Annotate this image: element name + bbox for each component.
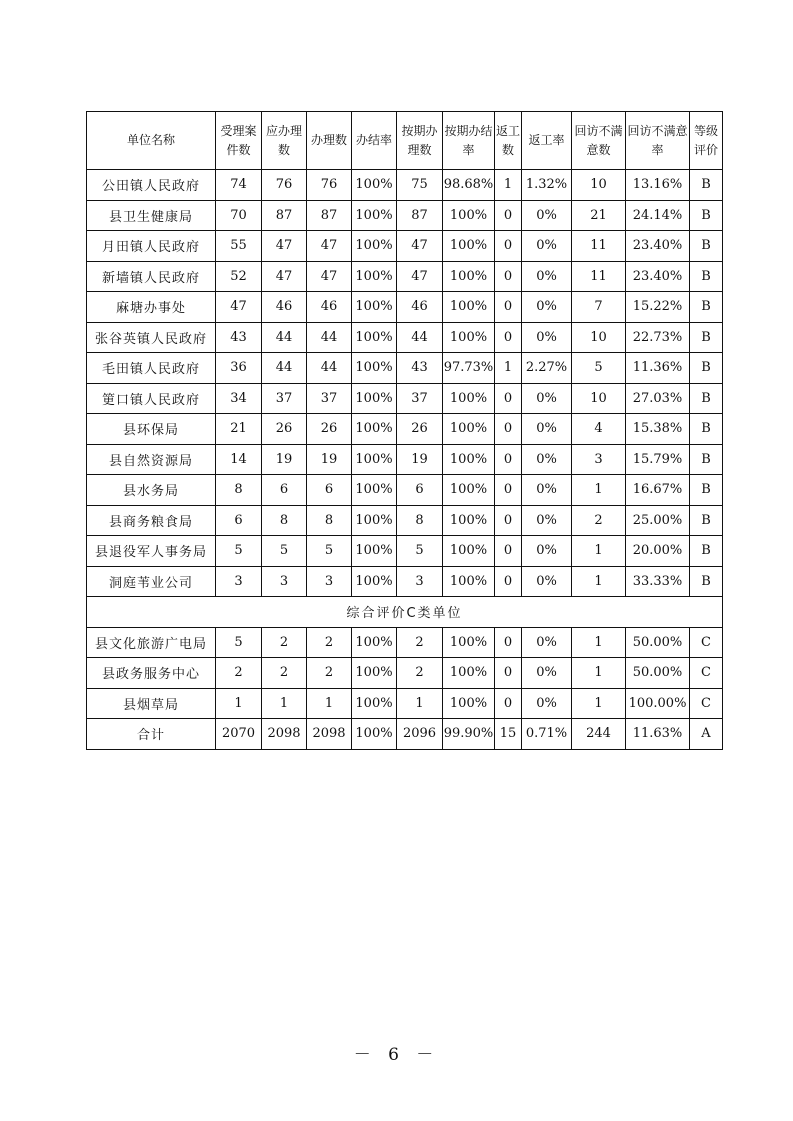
table-row bbox=[87, 322, 723, 353]
table-row bbox=[87, 627, 723, 658]
value-cell: 46 bbox=[397, 292, 443, 323]
value-cell: 5 bbox=[216, 536, 262, 567]
value-cell: 34 bbox=[216, 383, 262, 414]
value-cell: B bbox=[690, 292, 723, 323]
value-cell: 15.38% bbox=[626, 414, 690, 445]
unit-name-cell: 张谷英镇人民政府 bbox=[87, 322, 216, 353]
value-cell: 43 bbox=[216, 322, 262, 353]
unit-name-cell: 筻口镇人民政府 bbox=[87, 383, 216, 414]
unit-name-cell: 县政务服务中心 bbox=[87, 658, 216, 689]
value-cell: 14 bbox=[216, 444, 262, 475]
value-cell: 25.00% bbox=[626, 505, 690, 536]
header-on-time-rate: 按期办结率 bbox=[443, 112, 495, 170]
value-cell: 15 bbox=[495, 719, 522, 750]
table-row bbox=[87, 383, 723, 414]
value-cell: 16.67% bbox=[626, 475, 690, 506]
value-cell: 100% bbox=[352, 658, 397, 689]
value-cell: B bbox=[690, 414, 723, 445]
value-cell: 100% bbox=[352, 383, 397, 414]
unit-name-cell: 县退役军人事务局 bbox=[87, 536, 216, 567]
value-cell: B bbox=[690, 322, 723, 353]
value-cell: B bbox=[690, 353, 723, 384]
value-cell: 2096 bbox=[397, 719, 443, 750]
value-cell: C bbox=[690, 627, 723, 658]
value-cell: B bbox=[690, 444, 723, 475]
header-rework-rate: 返工率 bbox=[522, 112, 572, 170]
value-cell: 8 bbox=[262, 505, 307, 536]
value-cell: 100% bbox=[352, 414, 397, 445]
value-cell: B bbox=[690, 475, 723, 506]
table-row bbox=[87, 292, 723, 323]
value-cell: 3 bbox=[397, 566, 443, 597]
value-cell: 27.03% bbox=[626, 383, 690, 414]
table-row bbox=[87, 200, 723, 231]
value-cell: 100% bbox=[443, 322, 495, 353]
value-cell: 3 bbox=[262, 566, 307, 597]
value-cell: 1 bbox=[572, 475, 626, 506]
value-cell: 0 bbox=[495, 383, 522, 414]
value-cell: 26 bbox=[307, 414, 352, 445]
value-cell: 55 bbox=[216, 231, 262, 262]
value-cell: 100% bbox=[352, 719, 397, 750]
value-cell: 46 bbox=[307, 292, 352, 323]
value-cell: B bbox=[690, 566, 723, 597]
value-cell: 0 bbox=[495, 536, 522, 567]
value-cell: 23.40% bbox=[626, 231, 690, 262]
value-cell: 5 bbox=[307, 536, 352, 567]
value-cell: 0% bbox=[522, 658, 572, 689]
header-unit-name: 单位名称 bbox=[87, 112, 216, 170]
value-cell: 100% bbox=[443, 200, 495, 231]
table-row bbox=[87, 475, 723, 506]
header-grade: 等级评价 bbox=[690, 112, 723, 170]
value-cell: 100% bbox=[443, 292, 495, 323]
value-cell: 10 bbox=[572, 322, 626, 353]
value-cell: 1 bbox=[572, 627, 626, 658]
value-cell: 100% bbox=[443, 536, 495, 567]
value-cell: 44 bbox=[307, 322, 352, 353]
value-cell: 43 bbox=[397, 353, 443, 384]
value-cell: 8 bbox=[397, 505, 443, 536]
value-cell: 19 bbox=[307, 444, 352, 475]
value-cell: B bbox=[690, 505, 723, 536]
value-cell: 47 bbox=[397, 231, 443, 262]
value-cell: 33.33% bbox=[626, 566, 690, 597]
value-cell: 98.68% bbox=[443, 170, 495, 201]
header-completion-rate: 办结率 bbox=[352, 112, 397, 170]
b-units-body bbox=[87, 170, 723, 597]
value-cell: 3 bbox=[307, 566, 352, 597]
value-cell: 100% bbox=[443, 444, 495, 475]
value-cell: 100% bbox=[352, 292, 397, 323]
value-cell: 0 bbox=[495, 414, 522, 445]
value-cell: 100% bbox=[443, 231, 495, 262]
value-cell: 5 bbox=[262, 536, 307, 567]
unit-name-cell: 县自然资源局 bbox=[87, 444, 216, 475]
value-cell: 2 bbox=[307, 658, 352, 689]
value-cell: 15.79% bbox=[626, 444, 690, 475]
section-c-title: 综合评价C类单位 bbox=[87, 597, 723, 628]
value-cell: 0 bbox=[495, 200, 522, 231]
value-cell: B bbox=[690, 536, 723, 567]
total-body bbox=[87, 719, 723, 750]
value-cell: 100% bbox=[443, 261, 495, 292]
value-cell: 15.22% bbox=[626, 292, 690, 323]
value-cell: 100% bbox=[443, 627, 495, 658]
value-cell: 75 bbox=[397, 170, 443, 201]
value-cell: 2070 bbox=[216, 719, 262, 750]
value-cell: 10 bbox=[572, 170, 626, 201]
value-cell: 0 bbox=[495, 444, 522, 475]
value-cell: 19 bbox=[397, 444, 443, 475]
value-cell: 5 bbox=[216, 627, 262, 658]
value-cell: 0% bbox=[522, 505, 572, 536]
value-cell: 2 bbox=[262, 627, 307, 658]
table-row bbox=[87, 505, 723, 536]
value-cell: 100.00% bbox=[626, 688, 690, 719]
value-cell: 5 bbox=[572, 353, 626, 384]
value-cell: 0% bbox=[522, 200, 572, 231]
value-cell: 76 bbox=[262, 170, 307, 201]
value-cell: 100% bbox=[352, 322, 397, 353]
value-cell: 11.63% bbox=[626, 719, 690, 750]
section-row bbox=[87, 597, 723, 628]
value-cell: C bbox=[690, 658, 723, 689]
c-units-body bbox=[87, 627, 723, 719]
value-cell: 47 bbox=[216, 292, 262, 323]
value-cell: 2.27% bbox=[522, 353, 572, 384]
value-cell: 100% bbox=[352, 688, 397, 719]
value-cell: 47 bbox=[262, 231, 307, 262]
value-cell: 2098 bbox=[307, 719, 352, 750]
value-cell: 0 bbox=[495, 231, 522, 262]
value-cell: 1 bbox=[572, 658, 626, 689]
unit-name-cell: 合计 bbox=[87, 719, 216, 750]
header-rework-count: 返工数 bbox=[495, 112, 522, 170]
value-cell: 100% bbox=[352, 261, 397, 292]
table-row bbox=[87, 688, 723, 719]
value-cell: 5 bbox=[397, 536, 443, 567]
value-cell: 37 bbox=[262, 383, 307, 414]
value-cell: 44 bbox=[262, 353, 307, 384]
value-cell: 19 bbox=[262, 444, 307, 475]
header-handled: 办理数 bbox=[307, 112, 352, 170]
header-should-handle: 应办理数 bbox=[262, 112, 307, 170]
value-cell: 10 bbox=[572, 383, 626, 414]
value-cell: 0% bbox=[522, 536, 572, 567]
value-cell: 0 bbox=[495, 261, 522, 292]
value-cell: 44 bbox=[262, 322, 307, 353]
value-cell: 13.16% bbox=[626, 170, 690, 201]
value-cell: 23.40% bbox=[626, 261, 690, 292]
value-cell: 0 bbox=[495, 658, 522, 689]
value-cell: 100% bbox=[352, 444, 397, 475]
value-cell: 100% bbox=[352, 170, 397, 201]
header-dissatisfied-rate: 回访不满意率 bbox=[626, 112, 690, 170]
unit-name-cell: 新墙镇人民政府 bbox=[87, 261, 216, 292]
value-cell: 1 bbox=[397, 688, 443, 719]
table-row bbox=[87, 353, 723, 384]
value-cell: 2 bbox=[572, 505, 626, 536]
value-cell: 46 bbox=[262, 292, 307, 323]
value-cell: 87 bbox=[397, 200, 443, 231]
value-cell: 0% bbox=[522, 383, 572, 414]
value-cell: 0% bbox=[522, 688, 572, 719]
table-row bbox=[87, 536, 723, 567]
value-cell: 100% bbox=[443, 658, 495, 689]
header-row bbox=[87, 112, 723, 170]
value-cell: 0% bbox=[522, 444, 572, 475]
value-cell: 0 bbox=[495, 322, 522, 353]
value-cell: 47 bbox=[397, 261, 443, 292]
value-cell: 47 bbox=[307, 261, 352, 292]
value-cell: 6 bbox=[397, 475, 443, 506]
value-cell: 0 bbox=[495, 627, 522, 658]
evaluation-table bbox=[86, 111, 723, 750]
value-cell: 1 bbox=[216, 688, 262, 719]
value-cell: 0 bbox=[495, 688, 522, 719]
value-cell: 1 bbox=[495, 353, 522, 384]
value-cell: C bbox=[690, 688, 723, 719]
value-cell: B bbox=[690, 231, 723, 262]
value-cell: 0% bbox=[522, 231, 572, 262]
value-cell: B bbox=[690, 383, 723, 414]
unit-name-cell: 县烟草局 bbox=[87, 688, 216, 719]
value-cell: 4 bbox=[572, 414, 626, 445]
value-cell: 21 bbox=[572, 200, 626, 231]
value-cell: 47 bbox=[262, 261, 307, 292]
value-cell: 24.14% bbox=[626, 200, 690, 231]
value-cell: 36 bbox=[216, 353, 262, 384]
unit-name-cell: 县文化旅游广电局 bbox=[87, 627, 216, 658]
unit-name-cell: 县环保局 bbox=[87, 414, 216, 445]
table-row bbox=[87, 444, 723, 475]
unit-name-cell: 县商务粮食局 bbox=[87, 505, 216, 536]
value-cell: 100% bbox=[352, 566, 397, 597]
unit-name-cell: 公田镇人民政府 bbox=[87, 170, 216, 201]
value-cell: 100% bbox=[352, 231, 397, 262]
value-cell: 11.36% bbox=[626, 353, 690, 384]
value-cell: 6 bbox=[262, 475, 307, 506]
unit-name-cell: 县水务局 bbox=[87, 475, 216, 506]
value-cell: 0 bbox=[495, 505, 522, 536]
table-row bbox=[87, 231, 723, 262]
value-cell: 20.00% bbox=[626, 536, 690, 567]
value-cell: 1 bbox=[572, 536, 626, 567]
value-cell: 47 bbox=[307, 231, 352, 262]
table-row bbox=[87, 170, 723, 201]
value-cell: 6 bbox=[216, 505, 262, 536]
value-cell: 22.73% bbox=[626, 322, 690, 353]
value-cell: 2 bbox=[262, 658, 307, 689]
value-cell: 26 bbox=[262, 414, 307, 445]
table-row bbox=[87, 414, 723, 445]
value-cell: 100% bbox=[443, 688, 495, 719]
value-cell: 0% bbox=[522, 261, 572, 292]
value-cell: B bbox=[690, 170, 723, 201]
value-cell: 100% bbox=[443, 505, 495, 536]
value-cell: 1.32% bbox=[522, 170, 572, 201]
value-cell: 0% bbox=[522, 414, 572, 445]
value-cell: 3 bbox=[216, 566, 262, 597]
value-cell: 26 bbox=[397, 414, 443, 445]
value-cell: 97.73% bbox=[443, 353, 495, 384]
value-cell: 37 bbox=[397, 383, 443, 414]
value-cell: 8 bbox=[307, 505, 352, 536]
unit-name-cell: 县卫生健康局 bbox=[87, 200, 216, 231]
value-cell: 0 bbox=[495, 475, 522, 506]
value-cell: 2 bbox=[397, 627, 443, 658]
value-cell: 7 bbox=[572, 292, 626, 323]
value-cell: 0 bbox=[495, 566, 522, 597]
value-cell: 44 bbox=[397, 322, 443, 353]
value-cell: 8 bbox=[216, 475, 262, 506]
value-cell: 1 bbox=[307, 688, 352, 719]
value-cell: 21 bbox=[216, 414, 262, 445]
value-cell: 0% bbox=[522, 322, 572, 353]
header-on-time-count: 按期办理数 bbox=[397, 112, 443, 170]
table-row bbox=[87, 566, 723, 597]
value-cell: 3 bbox=[572, 444, 626, 475]
value-cell: 0 bbox=[495, 292, 522, 323]
value-cell: 1 bbox=[572, 566, 626, 597]
value-cell: 100% bbox=[352, 475, 397, 506]
value-cell: 100% bbox=[443, 414, 495, 445]
value-cell: 100% bbox=[352, 536, 397, 567]
header-cases-received: 受理案件数 bbox=[216, 112, 262, 170]
value-cell: 1 bbox=[495, 170, 522, 201]
value-cell: 100% bbox=[352, 505, 397, 536]
total-row bbox=[87, 719, 723, 750]
unit-name-cell: 月田镇人民政府 bbox=[87, 231, 216, 262]
value-cell: 100% bbox=[443, 475, 495, 506]
value-cell: 87 bbox=[262, 200, 307, 231]
value-cell: 11 bbox=[572, 261, 626, 292]
unit-name-cell: 麻塘办事处 bbox=[87, 292, 216, 323]
value-cell: 2 bbox=[307, 627, 352, 658]
value-cell: 1 bbox=[262, 688, 307, 719]
value-cell: 100% bbox=[443, 566, 495, 597]
value-cell: 2098 bbox=[262, 719, 307, 750]
value-cell: 11 bbox=[572, 231, 626, 262]
value-cell: 2 bbox=[216, 658, 262, 689]
value-cell: 0% bbox=[522, 292, 572, 323]
value-cell: 50.00% bbox=[626, 627, 690, 658]
unit-name-cell: 毛田镇人民政府 bbox=[87, 353, 216, 384]
value-cell: 52 bbox=[216, 261, 262, 292]
value-cell: 99.90% bbox=[443, 719, 495, 750]
value-cell: B bbox=[690, 200, 723, 231]
value-cell: 100% bbox=[352, 627, 397, 658]
value-cell: 87 bbox=[307, 200, 352, 231]
value-cell: 100% bbox=[443, 383, 495, 414]
value-cell: A bbox=[690, 719, 723, 750]
value-cell: 50.00% bbox=[626, 658, 690, 689]
table-row bbox=[87, 658, 723, 689]
value-cell: 100% bbox=[352, 353, 397, 384]
value-cell: 2 bbox=[397, 658, 443, 689]
page-number: － 6 － bbox=[353, 1045, 440, 1065]
value-cell: 6 bbox=[307, 475, 352, 506]
value-cell: 74 bbox=[216, 170, 262, 201]
value-cell: 44 bbox=[307, 353, 352, 384]
header-dissatisfied-count: 回访不满意数 bbox=[572, 112, 626, 170]
value-cell: 70 bbox=[216, 200, 262, 231]
value-cell: 37 bbox=[307, 383, 352, 414]
value-cell: 76 bbox=[307, 170, 352, 201]
table-row bbox=[87, 261, 723, 292]
value-cell: 244 bbox=[572, 719, 626, 750]
section-c-body bbox=[87, 597, 723, 628]
value-cell: 0% bbox=[522, 566, 572, 597]
value-cell: 100% bbox=[352, 200, 397, 231]
value-cell: 1 bbox=[572, 688, 626, 719]
value-cell: 0% bbox=[522, 627, 572, 658]
value-cell: 0.71% bbox=[522, 719, 572, 750]
value-cell: B bbox=[690, 261, 723, 292]
unit-name-cell: 洞庭苇业公司 bbox=[87, 566, 216, 597]
value-cell: 0% bbox=[522, 475, 572, 506]
